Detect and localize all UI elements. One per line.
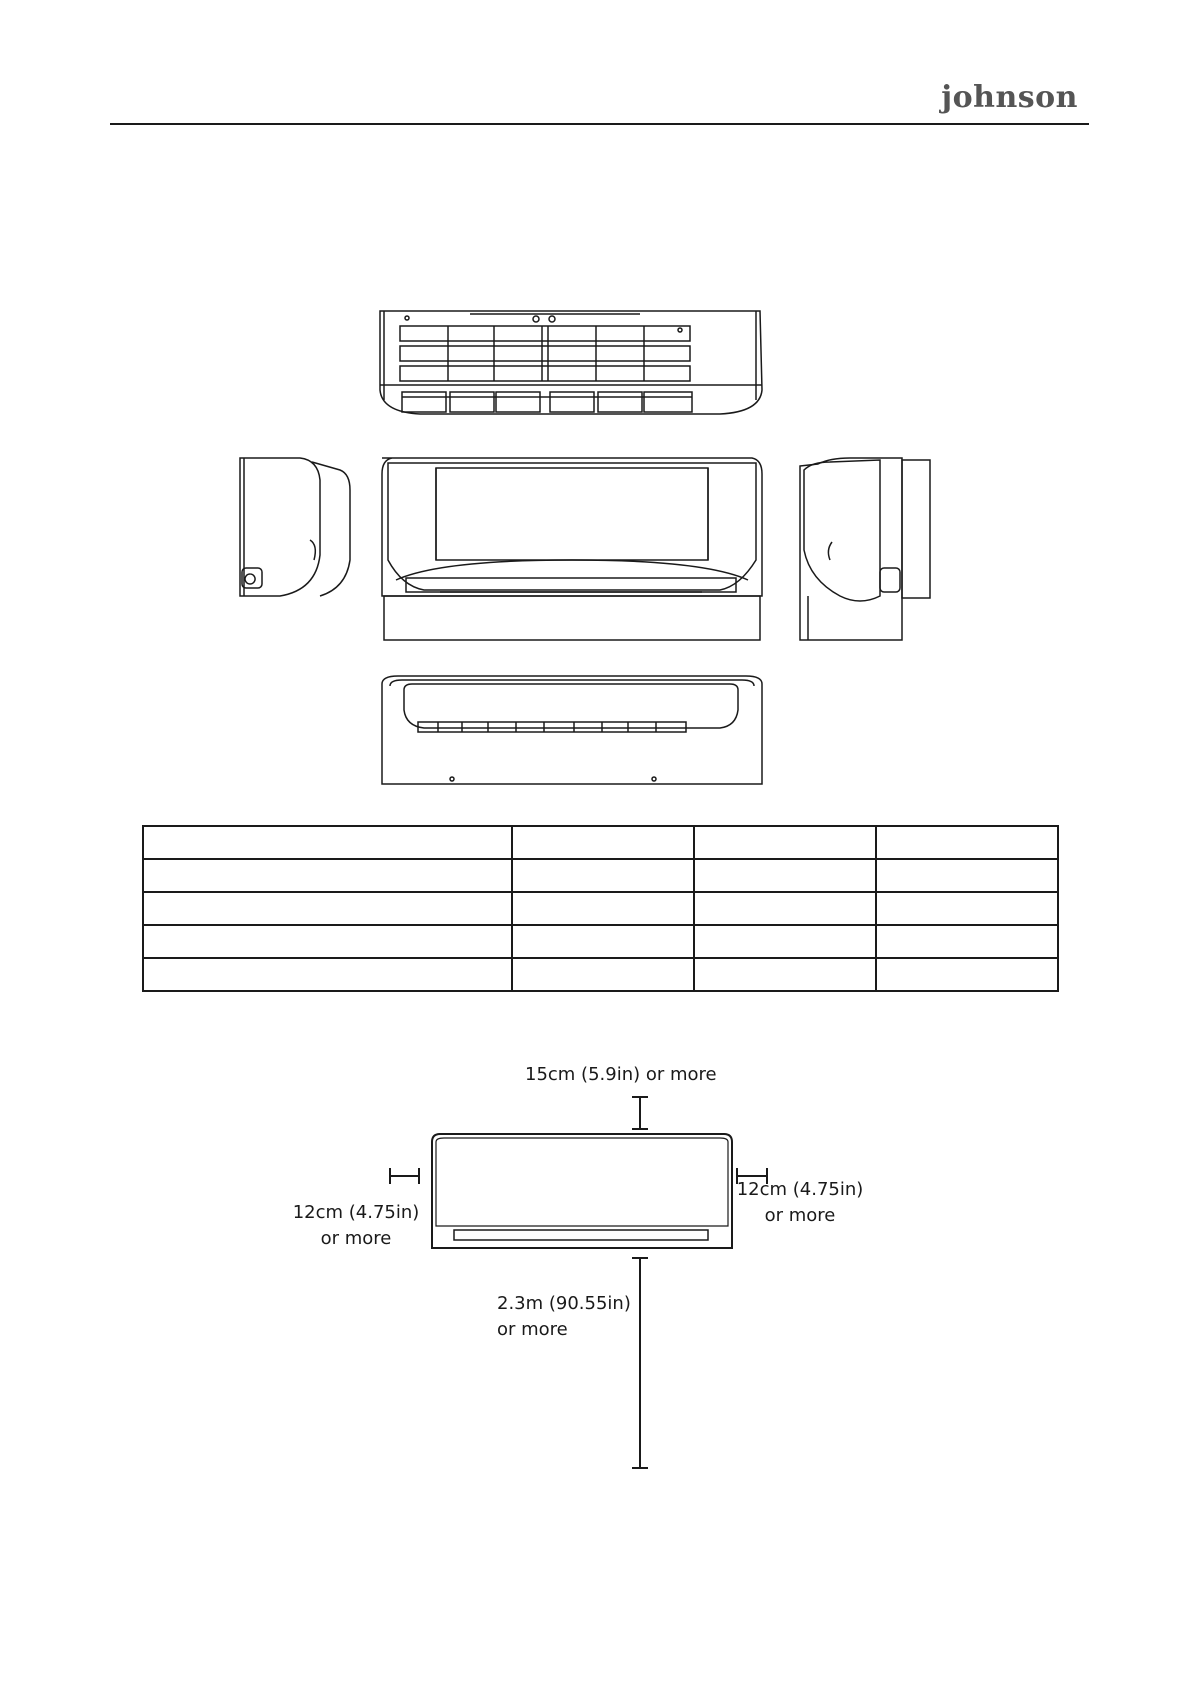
table-row bbox=[143, 925, 1058, 958]
indoor-unit-right-view bbox=[800, 458, 930, 640]
top-clearance-marker bbox=[632, 1097, 648, 1129]
indoor-unit-bottom-view bbox=[382, 676, 762, 784]
table-cell bbox=[512, 892, 694, 925]
top-clearance-label: 15cm (5.9in) or more bbox=[525, 1064, 717, 1085]
table-cell bbox=[512, 859, 694, 892]
clearance-unit-outline bbox=[432, 1134, 732, 1248]
right-clearance-line1: 12cm (4.75in) bbox=[736, 1179, 864, 1200]
bottom-clearance-line1: 2.3m (90.55in) bbox=[497, 1293, 631, 1314]
right-clearance-line2: or more bbox=[764, 1205, 836, 1226]
left-clearance-line1: 12cm (4.75in) bbox=[292, 1202, 420, 1223]
table-cell bbox=[694, 925, 876, 958]
table-cell bbox=[143, 892, 512, 925]
table-cell bbox=[694, 892, 876, 925]
table-cell bbox=[876, 925, 1058, 958]
table-cell bbox=[694, 859, 876, 892]
indoor-unit-top-view bbox=[380, 311, 762, 414]
left-clearance-line2: or more bbox=[320, 1228, 392, 1249]
brand-logo: johnson bbox=[941, 80, 1078, 115]
table-cell bbox=[143, 826, 512, 859]
table-cell bbox=[512, 958, 694, 991]
table-cell bbox=[876, 892, 1058, 925]
right-clearance-label bbox=[730, 1177, 870, 1229]
table-row bbox=[143, 892, 1058, 925]
bottom-clearance-label bbox=[497, 1291, 631, 1343]
table-row bbox=[143, 859, 1058, 892]
table-cell bbox=[143, 859, 512, 892]
indoor-unit-views bbox=[0, 0, 1191, 800]
table-cell bbox=[876, 826, 1058, 859]
table-cell bbox=[512, 826, 694, 859]
table-cell bbox=[143, 958, 512, 991]
table-row bbox=[143, 958, 1058, 991]
table-cell bbox=[876, 958, 1058, 991]
indoor-unit-front-view bbox=[382, 458, 762, 640]
dimension-table bbox=[142, 825, 1059, 992]
bottom-clearance-line2: or more bbox=[497, 1319, 568, 1340]
table-cell bbox=[143, 925, 512, 958]
table-cell bbox=[876, 859, 1058, 892]
table-row bbox=[143, 826, 1058, 859]
left-clearance-marker bbox=[390, 1168, 419, 1184]
table-cell bbox=[512, 925, 694, 958]
table-cell bbox=[694, 826, 876, 859]
left-clearance-label bbox=[286, 1200, 426, 1252]
bottom-clearance-marker bbox=[632, 1258, 648, 1468]
indoor-unit-left-view bbox=[240, 458, 350, 596]
table-cell bbox=[694, 958, 876, 991]
